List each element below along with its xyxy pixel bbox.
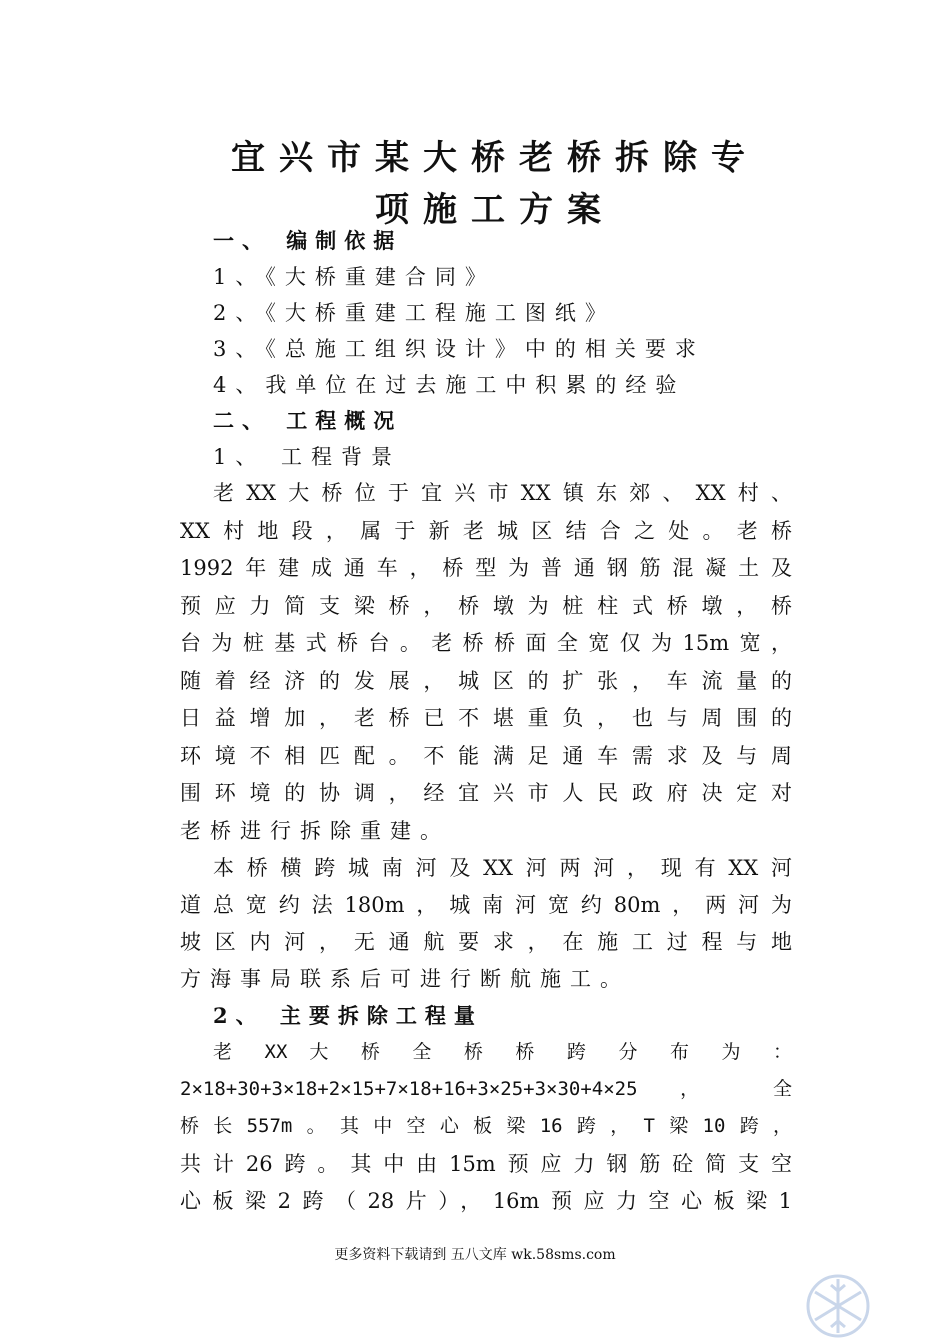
- basis-item-3: 3、《总施工组织设计》中的相关要求: [213, 337, 705, 361]
- paragraph-line: 随着经济的发展，城区的扩张，车流量的: [180, 669, 792, 693]
- paragraph-line: 围环境的协调，经宜兴市人民政府决定对: [180, 781, 792, 805]
- basis-item-4: 4、我单位在过去施工中积累的经验: [213, 373, 686, 397]
- paragraph-line: 心板梁2跨（28片），16m预应力空心板梁1: [180, 1189, 792, 1213]
- document-title-line1: 宜兴市某大桥老桥拆除专: [231, 138, 759, 178]
- paragraph-line: 2×18+30+3×18+2×15+7×18+16+3×25+3×30+4×25 ， 全: [180, 1078, 792, 1100]
- paragraph-line: 1992年建成通车，桥型为普通钢筋混凝土及: [180, 556, 792, 580]
- paragraph-line: 桥长557m。其中空心板梁16跨，T梁10跨，: [180, 1115, 792, 1137]
- paragraph-line: 预应力简支梁桥，桥墩为桩柱式桥墩，桥: [180, 594, 792, 618]
- basis-item-2: 2、《大桥重建工程施工图纸》: [213, 301, 615, 325]
- paragraph-line: 老 XX 大 桥 全 桥 桥 跨 分 布 为 ：: [213, 1041, 792, 1063]
- paragraph-line: 共计26跨。其中由15m预应力钢筋砼简支空: [180, 1152, 792, 1176]
- footer-download-note: 更多资料下载请到 五八文库 wk.58sms.com: [334, 1247, 616, 1263]
- subsection-background-heading: 1、 工程背景: [213, 445, 402, 469]
- basis-item-1: 1、《大桥重建合同》: [213, 265, 495, 289]
- paragraph-line: 环境不相匹配。不能满足通车需求及与周: [180, 744, 792, 768]
- snowflake-watermark-icon: [803, 1271, 873, 1341]
- paragraph-line: 本桥横跨城南河及XX河两河，现有XX河: [213, 856, 792, 880]
- document-title-line2: 项施工方案: [375, 190, 615, 230]
- paragraph-line: 坡区内河，无通航要求，在施工过程与地: [180, 930, 792, 954]
- section2-heading: 二、 工程概况: [213, 408, 403, 433]
- paragraph-line: 老XX大桥位于宜兴市XX镇东郊、XX村、: [213, 481, 792, 505]
- paragraph-line: 道总宽约法180m，城南河宽约80m，两河为: [180, 893, 792, 917]
- paragraph-line: 老桥进行拆除重建。: [180, 819, 450, 843]
- subsection-quantities-heading: 2、 主要拆除工程量: [213, 1003, 483, 1028]
- paragraph-line: XX村地段，属于新老城区结合之处。老桥: [180, 519, 792, 543]
- section1-heading: 一、 编制依据: [213, 228, 403, 253]
- paragraph-line: 台为桩基式桥台。老桥桥面全宽仅为15m宽，: [180, 631, 792, 655]
- paragraph-line: 方海事局联系后可进行断航施工。: [180, 967, 630, 991]
- paragraph-line: 日益增加，老桥已不堪重负，也与周围的: [180, 706, 792, 730]
